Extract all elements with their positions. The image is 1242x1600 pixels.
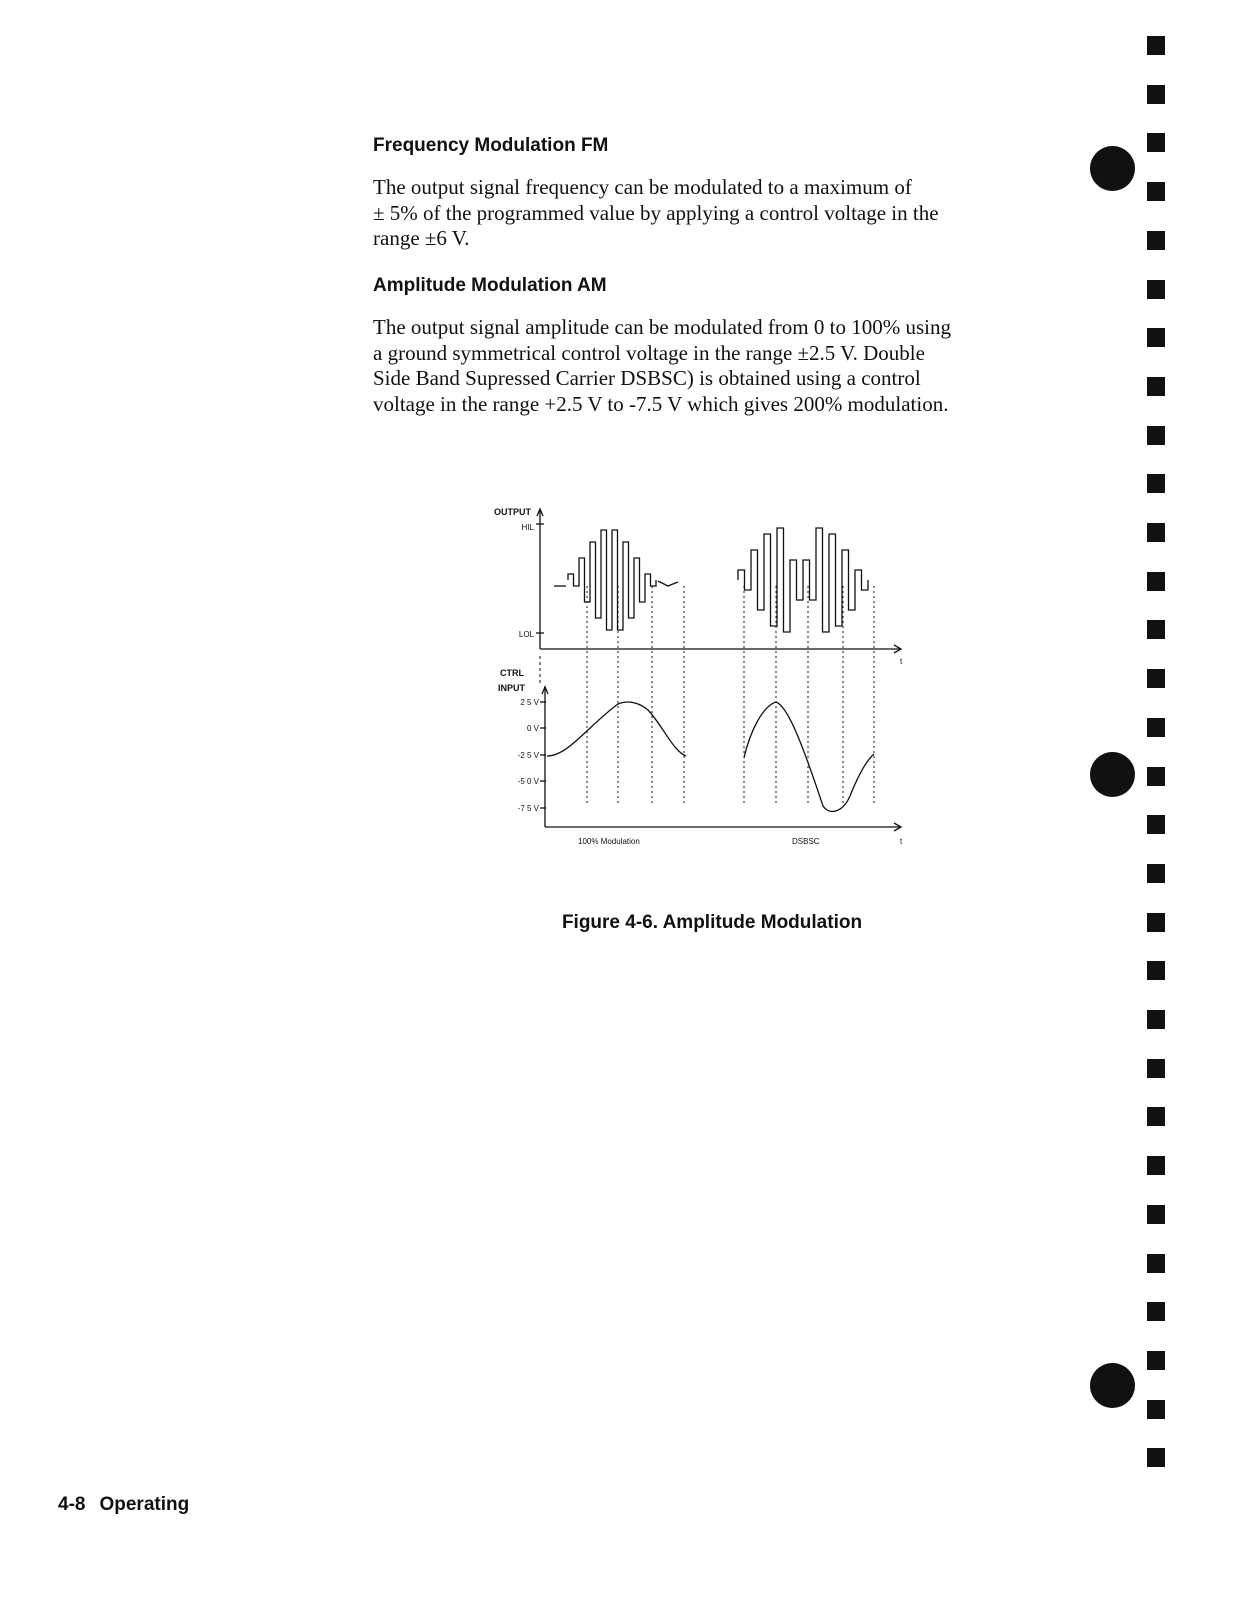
binder-mark — [1147, 1205, 1165, 1224]
ctrl-axis-label-2: INPUT — [498, 683, 525, 693]
lol-tick-label: LOL — [518, 630, 534, 639]
binder-mark — [1147, 377, 1165, 396]
binder-mark — [1147, 133, 1165, 152]
ctrl-axis-label-1: CTRL — [500, 668, 524, 678]
figure-caption: Figure 4-6. Amplitude Modulation — [561, 912, 863, 933]
output-axes — [536, 509, 901, 653]
output-flat-mid — [658, 581, 678, 586]
amplitude-modulation-figure — [488, 506, 928, 858]
binder-mark — [1147, 426, 1165, 445]
binder-mark — [1147, 85, 1165, 104]
fm-heading: Frequency Modulation FM — [373, 135, 609, 156]
binder-mark — [1147, 280, 1165, 299]
binder-mark — [1147, 231, 1165, 250]
ctrl-sine-dsbsc — [744, 702, 874, 811]
binder-margin-marks — [1090, 0, 1190, 1600]
binder-mark — [1147, 913, 1165, 932]
ctrl-tick-minus-5v: -5 0 V — [517, 777, 539, 786]
binder-mark — [1147, 1448, 1165, 1467]
binder-mark — [1147, 1400, 1165, 1419]
output-burst-dsbsc — [738, 528, 868, 632]
fm-line-2: ± 5% of the programmed value by applying a control voltage in the — [373, 200, 939, 225]
am-line-1: The output signal amplitude can be modulated from 0 to 100% using — [373, 315, 951, 339]
ctrl-time-label: t — [900, 837, 903, 846]
fm-line-1: The output signal frequency can be modulated to a maximum of — [373, 175, 912, 199]
binder-mark — [1147, 1351, 1165, 1370]
hil-tick-label: HIL — [521, 523, 534, 532]
page-number: 4-8 — [58, 1494, 86, 1515]
ctrl-sine-100-modulation — [547, 702, 686, 756]
punch-hole — [1090, 1363, 1135, 1408]
punch-hole — [1090, 752, 1135, 797]
binder-mark — [1147, 36, 1165, 55]
fm-paragraph — [373, 175, 1053, 252]
footer-section: Operating — [99, 1494, 190, 1515]
binder-mark — [1147, 1156, 1165, 1175]
binder-mark — [1147, 1302, 1165, 1321]
ctrl-tick-0v: 0 V — [526, 724, 539, 733]
binder-mark — [1147, 815, 1165, 834]
binder-mark — [1147, 1107, 1165, 1126]
ctrl-tick-2-5v: 2 5 V — [520, 698, 539, 707]
binder-mark — [1147, 1010, 1165, 1029]
binder-mark — [1147, 182, 1165, 201]
ctrl-tick-minus-7-5v: -7 5 V — [517, 804, 539, 813]
am-line-2: a ground symmetrical control voltage in the range ±2.5 V. Double — [373, 340, 925, 365]
control-input-waveform — [547, 702, 874, 811]
output-burst-100-modulation — [568, 530, 656, 630]
page-footer — [58, 1494, 189, 1516]
binder-mark — [1147, 572, 1165, 591]
binder-mark — [1147, 669, 1165, 688]
binder-mark — [1147, 1254, 1165, 1273]
binder-mark — [1147, 1059, 1165, 1078]
ctrl-axes — [540, 686, 901, 831]
am-line-3: Side Band Supressed Carrier DSBSC) is obtained using a control — [373, 366, 921, 390]
binder-mark — [1147, 523, 1165, 542]
binder-mark — [1147, 328, 1165, 347]
binder-mark — [1147, 767, 1165, 786]
segment-label-dsbsc: DSBSC — [792, 837, 820, 846]
am-heading: Amplitude Modulation AM — [373, 275, 607, 296]
punch-hole — [1090, 146, 1135, 191]
am-line-4: voltage in the range +2.5 V to -7.5 V which gives 200% modulation. — [373, 391, 949, 416]
binder-mark — [1147, 961, 1165, 980]
ctrl-tick-minus-2-5v: -2 5 V — [517, 751, 539, 760]
alignment-guide-lines — [587, 586, 874, 806]
binder-mark — [1147, 718, 1165, 737]
fm-line-3: range ±6 V. — [373, 226, 470, 250]
output-signal-waveform — [554, 528, 868, 632]
binder-mark — [1147, 474, 1165, 493]
segment-label-100-modulation: 100% Modulation — [578, 837, 640, 846]
binder-mark — [1147, 864, 1165, 883]
binder-mark — [1147, 620, 1165, 639]
output-axis-label: OUTPUT — [494, 507, 531, 517]
output-time-label: t — [900, 657, 903, 666]
am-paragraph — [373, 315, 1053, 417]
